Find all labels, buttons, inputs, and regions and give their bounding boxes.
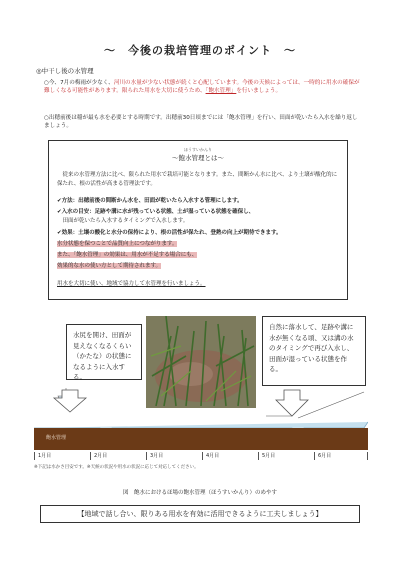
- month-tick: [314, 452, 315, 460]
- timeline-bar-label: 飽水管理: [46, 435, 67, 441]
- box-closing: 用水を大切に使い、地域で協力して水管理を行いましょう。: [57, 281, 206, 287]
- month-label-1: 1月目: [38, 453, 52, 459]
- month-tick: [367, 452, 368, 460]
- box-title-ruby: ほうすいかんり: [184, 147, 212, 152]
- footer-message: 【地域で話し合い、限りある用水を有効に活用できるように工夫しましょう】: [40, 505, 360, 523]
- intro-text-red: 河川の水量が少ない状態が続くと心配しています。今後の天候によっては、一時的に用水の確保が難しくなる可能性があります。限られた用水を大切に使うため、: [44, 80, 360, 95]
- intro-text-b: を行いましょう。: [236, 88, 282, 95]
- page-title: ～ 今後の栽培管理のポイント ～: [104, 44, 296, 57]
- soil-timeline-bar: [34, 428, 368, 450]
- box-effect-2-highlight: 水分状態を保つことで品質向上につながります。: [57, 241, 178, 247]
- definition-box: [48, 140, 348, 300]
- box-effect-3-highlight: また、「飽水管理」の効果は、用水が不足する場合にも、: [57, 252, 198, 258]
- second-paragraph: ○出穂前後は稲が最も水を必要とする時期です。出穂前30日頃までには「飽水管理」を行い、田面が乾いたら入水を繰り返しましょう。: [44, 115, 358, 130]
- box-method: ✔方法：出穂前後の間断かん水を、田面が乾いたら入水する管理にします。: [57, 198, 243, 204]
- left-callout: 水尻を開け、田面が見えなくなるくらい（かたな）の状態になるように入水する。: [66, 324, 142, 380]
- month-axis: [34, 452, 368, 460]
- diagram-note: ※下記は水かさ目安です。※天候の状況や用水の状況に応じて対応してください。: [34, 465, 199, 470]
- intro-text-underline: 「飽水管理」: [205, 88, 237, 95]
- box-effect: ✔効果：土壌の酸化と水分の保持により、根の活性が保たれ、登熟の向上が期待できます。: [57, 230, 282, 236]
- month-tick: [34, 452, 35, 460]
- box-intro: 従来の水管理方法に比べ、限られた用水で栽培可能となります。また、間断かん水に比べ、より土壌が酸化的に保たれ、根の活性が高まる管理法です。: [57, 172, 338, 187]
- month-tick: [258, 452, 259, 460]
- month-label-2: 2月目: [94, 453, 108, 459]
- month-label-4: 4月目: [206, 453, 220, 459]
- box-effect-2: [57, 240, 341, 249]
- intro-paragraph: [44, 79, 362, 96]
- intro-text-a: ○今、7月の梅雨が少なく、: [44, 80, 114, 86]
- month-label-3: 3月目: [150, 453, 164, 459]
- box-title-text: ～飽水管理とは～: [172, 154, 224, 162]
- month-tick: [146, 452, 147, 460]
- box-effect-3: [57, 251, 341, 260]
- month-tick: [202, 452, 203, 460]
- right-callout: 自然に落水して、足跡や溝に水が無くなる頃、又は溝の水のタイミングで再び入水し、田面が湿っている状態を作る。: [262, 316, 366, 386]
- month-label-5: 5月目: [262, 453, 276, 459]
- month-tick: [90, 452, 91, 460]
- month-label-6: 6月目: [318, 453, 332, 459]
- box-guide: ✔入水の目安：足跡や溝に水が残っている状態、土が湿っている状態を確保し、: [57, 209, 255, 215]
- box-guide-cont: 田面が乾いたら入水するタイミングで入水します。: [57, 218, 189, 224]
- section-heading: ◎中干し後の水管理: [36, 67, 94, 75]
- box-title: [49, 147, 347, 162]
- box-effect-4: [57, 262, 341, 271]
- figure-caption: 図 飽水におけるほ場の飽水管理（ほうすいかんり）のめやす: [122, 490, 277, 496]
- box-effect-4-highlight: 効果的な水の使い方として期待されます。: [57, 263, 162, 269]
